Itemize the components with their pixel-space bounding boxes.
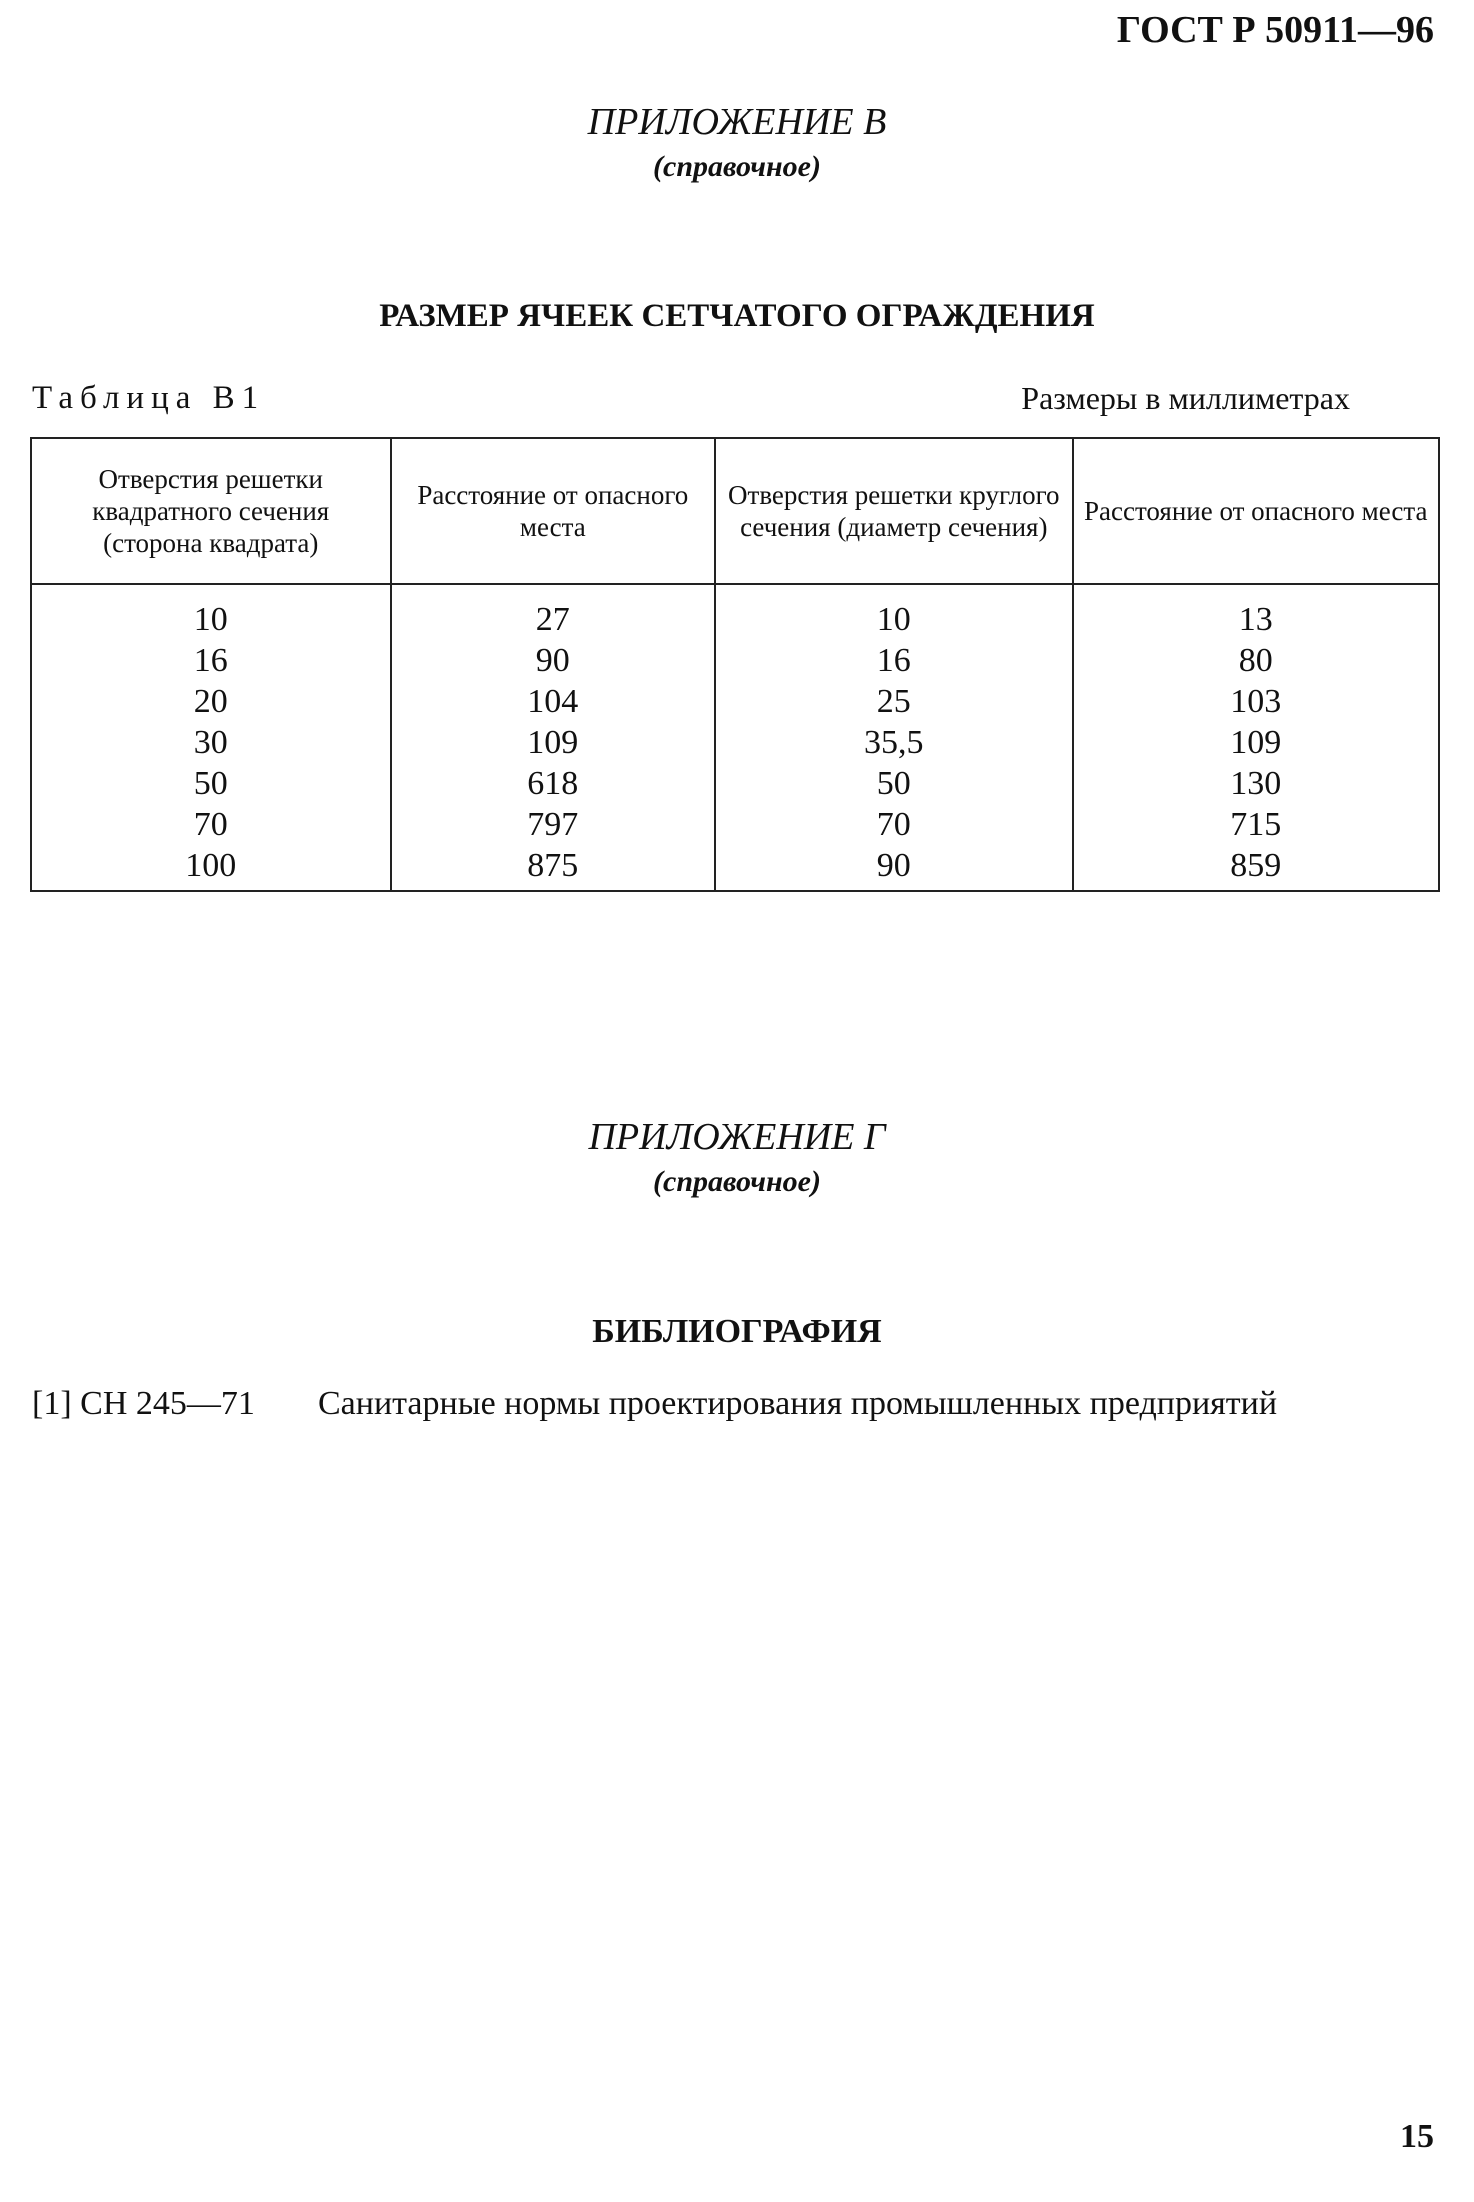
table-cell: 90	[715, 845, 1072, 891]
table-cell: 130	[1073, 763, 1439, 804]
table-cell: 30	[31, 722, 391, 763]
table-cell: 875	[391, 845, 716, 891]
table-row	[31, 763, 1439, 804]
table-cell: 27	[391, 584, 716, 640]
appendix-g-subtitle: (справочное)	[653, 1165, 821, 1198]
bibliography-item	[32, 1385, 1277, 1423]
table-cell: 13	[1073, 584, 1439, 640]
table-cell: 10	[31, 584, 391, 640]
header-distance-square: Расстояние от опасного места	[391, 438, 716, 584]
table-cell: 16	[31, 640, 391, 681]
table-cell: 109	[391, 722, 716, 763]
appendix-v-title: ПРИЛОЖЕНИЕ В	[587, 101, 887, 143]
table-cell: 618	[391, 763, 716, 804]
page-number: 15	[1400, 2118, 1434, 2155]
table-row	[31, 804, 1439, 845]
table-heading: РАЗМЕР ЯЧЕЕК СЕТЧАТОГО ОГРАЖДЕНИЯ	[379, 298, 1095, 334]
table-cell: 109	[1073, 722, 1439, 763]
table-cell: 50	[715, 763, 1072, 804]
table-label: Таблица В1	[32, 380, 266, 416]
table-header-row	[31, 438, 1439, 584]
table-cell: 859	[1073, 845, 1439, 891]
table-cell: 90	[391, 640, 716, 681]
table-row	[31, 722, 1439, 763]
bibliography-text: Санитарные нормы проектирования промышленных предприятий	[318, 1385, 1278, 1422]
table-row	[31, 640, 1439, 681]
table-cell: 70	[715, 804, 1072, 845]
table-row	[31, 584, 1439, 640]
table-cell: 100	[31, 845, 391, 891]
bibliography-ref: [1] СН 245—71	[32, 1385, 255, 1422]
bibliography-heading: БИБЛИОГРАФИЯ	[592, 1313, 882, 1350]
table-cell: 80	[1073, 640, 1439, 681]
table-row	[31, 681, 1439, 722]
header-round-opening: Отверстия решетки круглого сечения (диаметр сечения)	[715, 438, 1072, 584]
header-distance-round: Расстояние от опасного места	[1073, 438, 1439, 584]
table-cell: 104	[391, 681, 716, 722]
mesh-size-table	[30, 437, 1440, 892]
table-cell: 35,5	[715, 722, 1072, 763]
table-cell: 797	[391, 804, 716, 845]
appendix-g-title: ПРИЛОЖЕНИЕ Г	[588, 1116, 886, 1158]
table-cell: 70	[31, 804, 391, 845]
table-cell: 10	[715, 584, 1072, 640]
document-code: ГОСТ Р 50911—96	[1116, 9, 1434, 51]
table-cell: 20	[31, 681, 391, 722]
units-note: Размеры в миллиметрах	[1021, 380, 1350, 416]
table-cell: 50	[31, 763, 391, 804]
table-cell: 103	[1073, 681, 1439, 722]
table-row	[31, 845, 1439, 891]
table-cell: 25	[715, 681, 1072, 722]
header-square-opening: Отверстия решетки квадратного сечения (сторона квадрата)	[31, 438, 391, 584]
table-cell: 715	[1073, 804, 1439, 845]
table-cell: 16	[715, 640, 1072, 681]
appendix-v-subtitle: (справочное)	[653, 150, 821, 183]
